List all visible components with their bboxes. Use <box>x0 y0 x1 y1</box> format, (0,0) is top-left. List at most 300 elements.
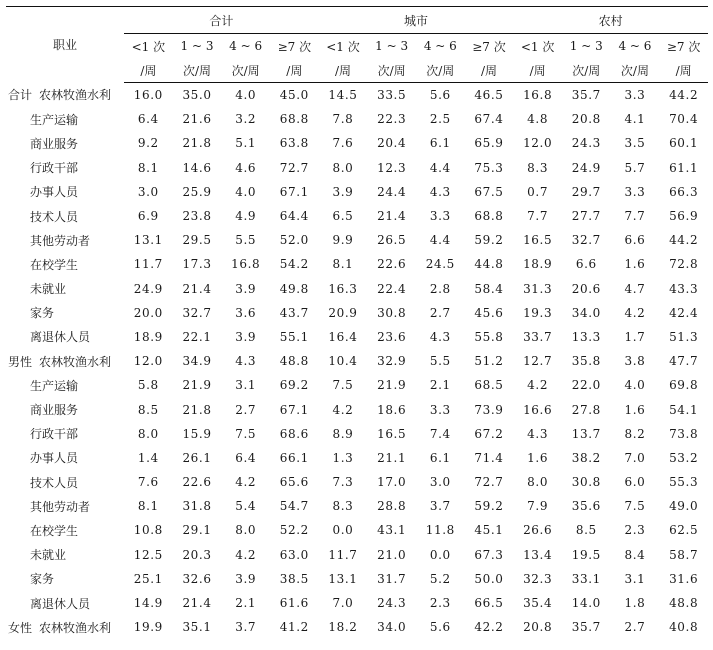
value-cell: 32.7 <box>571 233 601 248</box>
value-cell: 7.7 <box>624 209 646 224</box>
value-cell: 21.4 <box>377 209 407 224</box>
row-occupation: 离退休人员 <box>30 330 91 345</box>
value-cell: 22.6 <box>377 257 407 272</box>
value-cell: 67.4 <box>474 112 504 127</box>
value-cell: 2.7 <box>429 305 451 320</box>
row-occupation: 家务 <box>30 306 55 321</box>
table-row <box>6 615 708 639</box>
table-row <box>6 107 708 131</box>
value-cell: 20.3 <box>182 547 212 562</box>
value-cell: 5.4 <box>235 499 257 514</box>
value-cell: 17.0 <box>377 475 407 490</box>
table-row <box>6 373 708 397</box>
value-cell: 53.2 <box>669 450 699 465</box>
band-header-line2: 次/周 <box>221 58 270 83</box>
row-occupation: 在校学生 <box>30 257 79 272</box>
row-occupation: 行政干部 <box>30 427 79 442</box>
value-cell: 13.3 <box>571 329 601 344</box>
value-cell: 4.0 <box>235 88 257 103</box>
row-occupation: 农林牧渔水利 <box>39 620 112 635</box>
value-cell: 35.4 <box>523 596 553 611</box>
value-cell: 16.5 <box>377 426 407 441</box>
value-cell: 1.4 <box>137 450 159 465</box>
value-cell: 1.8 <box>624 596 646 611</box>
value-cell: 49.0 <box>669 499 699 514</box>
value-cell: 24.4 <box>377 184 407 199</box>
value-cell: 59.2 <box>474 233 504 248</box>
band-header-line2: /周 <box>124 58 173 83</box>
value-cell: 6.5 <box>332 209 354 224</box>
value-cell: 35.7 <box>571 88 601 103</box>
value-cell: 1.3 <box>332 450 354 465</box>
row-group-label: 女性 <box>8 620 33 635</box>
value-cell: 35.8 <box>571 354 601 369</box>
value-cell: 19.9 <box>133 620 163 635</box>
value-cell: 21.1 <box>377 450 407 465</box>
value-cell: 24.3 <box>571 136 601 151</box>
value-cell: 3.1 <box>235 378 257 393</box>
value-cell: 22.0 <box>571 378 601 393</box>
value-cell: 63.8 <box>279 136 309 151</box>
band-header-line1: 1 ~ 3 <box>180 39 214 53</box>
band-header-line2: /周 <box>513 58 562 83</box>
value-cell: 7.4 <box>429 426 451 441</box>
occupation-header: 职业 <box>53 38 78 53</box>
value-cell: 47.7 <box>669 354 699 369</box>
value-cell: 5.8 <box>137 378 159 393</box>
value-cell: 40.8 <box>669 620 699 635</box>
value-cell: 63.0 <box>279 547 309 562</box>
table-row <box>6 204 708 228</box>
value-cell: 4.8 <box>527 112 549 127</box>
value-cell: 7.3 <box>332 475 354 490</box>
value-cell: 22.1 <box>182 329 212 344</box>
table-row <box>6 325 708 349</box>
group-header-urban: 城市 <box>319 7 514 34</box>
value-cell: 4.2 <box>624 305 646 320</box>
value-cell: 7.7 <box>527 209 549 224</box>
value-cell: 34.9 <box>182 354 212 369</box>
value-cell: 7.5 <box>235 426 257 441</box>
band-header-line2: /周 <box>319 58 368 83</box>
table-row <box>6 180 708 204</box>
value-cell: 28.8 <box>377 499 407 514</box>
value-cell: 64.4 <box>279 209 309 224</box>
value-cell: 21.9 <box>377 378 407 393</box>
value-cell: 4.6 <box>235 160 257 175</box>
value-cell: 1.7 <box>624 329 646 344</box>
band-header-line2: 次/周 <box>416 58 465 83</box>
value-cell: 66.5 <box>474 596 504 611</box>
value-cell: 31.7 <box>377 571 407 586</box>
value-cell: 48.8 <box>669 596 699 611</box>
value-cell: 18.6 <box>377 402 407 417</box>
value-cell: 52.2 <box>279 523 309 538</box>
value-cell: 16.5 <box>523 233 553 248</box>
table-header <box>6 7 708 83</box>
value-cell: 13.1 <box>133 233 163 248</box>
value-cell: 6.9 <box>137 209 159 224</box>
value-cell: 26.1 <box>182 450 212 465</box>
row-occupation: 农林牧渔水利 <box>39 88 112 103</box>
value-cell: 10.4 <box>328 354 358 369</box>
value-cell: 4.3 <box>429 329 451 344</box>
table-row <box>6 470 708 494</box>
value-cell: 51.3 <box>669 329 699 344</box>
value-cell: 20.8 <box>571 112 601 127</box>
value-cell: 44.2 <box>669 233 699 248</box>
value-cell: 12.7 <box>523 354 553 369</box>
value-cell: 29.1 <box>182 523 212 538</box>
value-cell: 13.1 <box>328 571 358 586</box>
value-cell: 27.7 <box>571 209 601 224</box>
value-cell: 6.4 <box>137 112 159 127</box>
value-cell: 24.5 <box>425 257 455 272</box>
value-cell: 0.7 <box>527 184 549 199</box>
value-cell: 71.4 <box>474 450 504 465</box>
value-cell: 13.7 <box>571 426 601 441</box>
row-occupation: 生产运输 <box>30 112 79 127</box>
value-cell: 24.9 <box>133 281 163 296</box>
table-row <box>6 349 708 373</box>
value-cell: 12.5 <box>133 547 163 562</box>
value-cell: 35.0 <box>182 88 212 103</box>
table-row <box>6 83 708 108</box>
value-cell: 67.3 <box>474 547 504 562</box>
value-cell: 31.8 <box>182 499 212 514</box>
table-row <box>6 518 708 542</box>
band-header-line2: /周 <box>465 58 514 83</box>
value-cell: 14.9 <box>133 596 163 611</box>
table-row <box>6 277 708 301</box>
row-occupation: 技术人员 <box>30 475 79 490</box>
row-occupation: 办事人员 <box>30 185 79 200</box>
value-cell: 55.3 <box>669 475 699 490</box>
table-row <box>6 422 708 446</box>
table-row <box>6 591 708 615</box>
value-cell: 3.8 <box>624 354 646 369</box>
value-cell: 4.3 <box>527 426 549 441</box>
value-cell: 14.5 <box>328 88 358 103</box>
band-header-line2: 次/周 <box>611 58 660 83</box>
value-cell: 5.7 <box>624 160 646 175</box>
value-cell: 3.3 <box>429 209 451 224</box>
value-cell: 24.9 <box>571 160 601 175</box>
row-occupation: 农林牧渔水利 <box>39 354 112 369</box>
band-header-line1: ≥7 次 <box>277 39 312 54</box>
value-cell: 18.9 <box>133 329 163 344</box>
value-cell: 21.4 <box>182 596 212 611</box>
value-cell: 22.3 <box>377 112 407 127</box>
table-row <box>6 301 708 325</box>
row-occupation: 离退休人员 <box>30 596 91 611</box>
value-cell: 34.0 <box>377 620 407 635</box>
value-cell: 8.3 <box>332 499 354 514</box>
value-cell: 50.0 <box>474 571 504 586</box>
value-cell: 5.2 <box>429 571 451 586</box>
value-cell: 11.8 <box>425 523 455 538</box>
value-cell: 67.5 <box>474 184 504 199</box>
value-cell: 23.6 <box>377 329 407 344</box>
value-cell: 4.0 <box>235 184 257 199</box>
value-cell: 59.2 <box>474 499 504 514</box>
value-cell: 7.0 <box>332 596 354 611</box>
value-cell: 72.8 <box>669 257 699 272</box>
value-cell: 3.7 <box>235 620 257 635</box>
value-cell: 4.3 <box>429 184 451 199</box>
value-cell: 8.0 <box>332 160 354 175</box>
value-cell: 2.3 <box>429 596 451 611</box>
value-cell: 68.6 <box>279 426 309 441</box>
value-cell: 4.2 <box>235 475 257 490</box>
value-cell: 1.6 <box>624 257 646 272</box>
value-cell: 19.5 <box>571 547 601 562</box>
value-cell: 7.5 <box>624 499 646 514</box>
row-occupation: 办事人员 <box>30 451 79 466</box>
value-cell: 43.1 <box>377 523 407 538</box>
value-cell: 35.6 <box>571 499 601 514</box>
value-cell: 3.9 <box>235 281 257 296</box>
value-cell: 3.7 <box>429 499 451 514</box>
row-group-label: 合计 <box>8 88 33 103</box>
value-cell: 8.0 <box>137 426 159 441</box>
value-cell: 45.0 <box>279 88 309 103</box>
value-cell: 16.8 <box>523 88 553 103</box>
value-cell: 8.0 <box>527 475 549 490</box>
value-cell: 6.4 <box>235 450 257 465</box>
value-cell: 65.6 <box>279 475 309 490</box>
value-cell: 55.1 <box>279 329 309 344</box>
value-cell: 4.2 <box>235 547 257 562</box>
table-row <box>6 397 708 421</box>
value-cell: 4.1 <box>624 112 646 127</box>
table-row <box>6 446 708 470</box>
row-occupation: 技术人员 <box>30 209 79 224</box>
band-header-line1: <1 次 <box>520 39 555 54</box>
value-cell: 7.6 <box>332 136 354 151</box>
value-cell: 2.8 <box>429 281 451 296</box>
value-cell: 6.6 <box>624 233 646 248</box>
value-cell: 33.1 <box>571 571 601 586</box>
value-cell: 72.7 <box>474 475 504 490</box>
value-cell: 43.7 <box>279 305 309 320</box>
value-cell: 32.6 <box>182 571 212 586</box>
value-cell: 51.2 <box>474 354 504 369</box>
value-cell: 48.8 <box>279 354 309 369</box>
band-header-line1: 4 ~ 6 <box>618 39 652 53</box>
value-cell: 21.8 <box>182 402 212 417</box>
value-cell: 32.9 <box>377 354 407 369</box>
value-cell: 66.3 <box>669 184 699 199</box>
value-cell: 61.1 <box>669 160 699 175</box>
value-cell: 3.1 <box>624 571 646 586</box>
value-cell: 2.7 <box>624 620 646 635</box>
value-cell: 23.8 <box>182 209 212 224</box>
value-cell: 8.5 <box>575 523 597 538</box>
value-cell: 32.3 <box>523 571 553 586</box>
band-header-line1: 1 ~ 3 <box>569 39 603 53</box>
value-cell: 21.9 <box>182 378 212 393</box>
value-cell: 25.9 <box>182 184 212 199</box>
value-cell: 33.7 <box>523 329 553 344</box>
value-cell: 17.3 <box>182 257 212 272</box>
value-cell: 2.7 <box>235 402 257 417</box>
value-cell: 2.1 <box>429 378 451 393</box>
value-cell: 2.1 <box>235 596 257 611</box>
value-cell: 14.6 <box>182 160 212 175</box>
value-cell: 3.3 <box>624 184 646 199</box>
value-cell: 31.3 <box>523 281 553 296</box>
value-cell: 12.3 <box>377 160 407 175</box>
value-cell: 1.6 <box>624 402 646 417</box>
value-cell: 14.0 <box>571 596 601 611</box>
value-cell: 30.8 <box>571 475 601 490</box>
table-row <box>6 228 708 252</box>
value-cell: 3.9 <box>332 184 354 199</box>
value-cell: 27.8 <box>571 402 601 417</box>
table-row <box>6 131 708 155</box>
value-cell: 20.8 <box>523 620 553 635</box>
row-group-label: 男性 <box>8 354 33 369</box>
frequency-table <box>6 6 708 639</box>
value-cell: 3.5 <box>624 136 646 151</box>
value-cell: 22.6 <box>182 475 212 490</box>
value-cell: 46.5 <box>474 88 504 103</box>
value-cell: 3.2 <box>235 112 257 127</box>
value-cell: 67.1 <box>279 184 309 199</box>
value-cell: 13.4 <box>523 547 553 562</box>
value-cell: 61.6 <box>279 596 309 611</box>
value-cell: 6.1 <box>429 136 451 151</box>
value-cell: 2.5 <box>429 112 451 127</box>
value-cell: 25.1 <box>133 571 163 586</box>
value-cell: 8.3 <box>527 160 549 175</box>
value-cell: 18.9 <box>523 257 553 272</box>
value-cell: 52.0 <box>279 233 309 248</box>
value-cell: 21.8 <box>182 136 212 151</box>
value-cell: 21.4 <box>182 281 212 296</box>
value-cell: 67.2 <box>474 426 504 441</box>
table-body <box>6 83 708 640</box>
value-cell: 1.6 <box>527 450 549 465</box>
value-cell: 66.1 <box>279 450 309 465</box>
value-cell: 68.8 <box>474 209 504 224</box>
band-header-line1: 1 ~ 3 <box>375 39 409 53</box>
value-cell: 8.4 <box>624 547 646 562</box>
value-cell: 12.0 <box>133 354 163 369</box>
value-cell: 6.0 <box>624 475 646 490</box>
value-cell: 41.2 <box>279 620 309 635</box>
value-cell: 4.3 <box>235 354 257 369</box>
band-header-line2: 次/周 <box>562 58 611 83</box>
value-cell: 45.1 <box>474 523 504 538</box>
value-cell: 5.1 <box>235 136 257 151</box>
value-cell: 58.7 <box>669 547 699 562</box>
band-header-line2: /周 <box>659 58 708 83</box>
value-cell: 7.9 <box>527 499 549 514</box>
value-cell: 3.9 <box>235 329 257 344</box>
table-row <box>6 252 708 276</box>
value-cell: 34.0 <box>571 305 601 320</box>
value-cell: 26.6 <box>523 523 553 538</box>
value-cell: 20.4 <box>377 136 407 151</box>
value-cell: 3.0 <box>137 184 159 199</box>
value-cell: 49.8 <box>279 281 309 296</box>
value-cell: 15.9 <box>182 426 212 441</box>
value-cell: 5.5 <box>235 233 257 248</box>
value-cell: 54.2 <box>279 257 309 272</box>
value-cell: 73.9 <box>474 402 504 417</box>
value-cell: 58.4 <box>474 281 504 296</box>
row-occupation: 生产运输 <box>30 378 79 393</box>
value-cell: 73.8 <box>669 426 699 441</box>
value-cell: 20.6 <box>571 281 601 296</box>
value-cell: 31.6 <box>669 571 699 586</box>
value-cell: 8.0 <box>235 523 257 538</box>
value-cell: 3.3 <box>429 402 451 417</box>
value-cell: 35.1 <box>182 620 212 635</box>
value-cell: 44.2 <box>669 88 699 103</box>
value-cell: 72.7 <box>279 160 309 175</box>
value-cell: 4.9 <box>235 209 257 224</box>
value-cell: 42.4 <box>669 305 699 320</box>
value-cell: 54.7 <box>279 499 309 514</box>
value-cell: 16.8 <box>231 257 261 272</box>
row-occupation: 其他劳动者 <box>30 233 91 248</box>
value-cell: 62.5 <box>669 523 699 538</box>
value-cell: 69.8 <box>669 378 699 393</box>
value-cell: 35.7 <box>571 620 601 635</box>
table-row <box>6 156 708 180</box>
band-header-line1: 4 ~ 6 <box>423 39 457 53</box>
value-cell: 38.2 <box>571 450 601 465</box>
value-cell: 7.0 <box>624 450 646 465</box>
value-cell: 32.7 <box>182 305 212 320</box>
value-cell: 7.6 <box>137 475 159 490</box>
value-cell: 29.7 <box>571 184 601 199</box>
value-cell: 19.3 <box>523 305 553 320</box>
value-cell: 5.6 <box>429 88 451 103</box>
value-cell: 20.0 <box>133 305 163 320</box>
value-cell: 16.3 <box>328 281 358 296</box>
value-cell: 55.8 <box>474 329 504 344</box>
value-cell: 68.8 <box>279 112 309 127</box>
row-occupation: 家务 <box>30 572 55 587</box>
band-header-line2: /周 <box>270 58 319 83</box>
value-cell: 11.7 <box>133 257 163 272</box>
value-cell: 5.5 <box>429 354 451 369</box>
value-cell: 43.3 <box>669 281 699 296</box>
row-occupation: 商业服务 <box>30 403 79 418</box>
value-cell: 75.3 <box>474 160 504 175</box>
value-cell: 20.9 <box>328 305 358 320</box>
band-header-line1: ≥7 次 <box>666 39 701 54</box>
row-occupation: 商业服务 <box>30 136 79 151</box>
value-cell: 60.1 <box>669 136 699 151</box>
value-cell: 70.4 <box>669 112 699 127</box>
row-occupation: 行政干部 <box>30 161 79 176</box>
value-cell: 56.9 <box>669 209 699 224</box>
value-cell: 69.2 <box>279 378 309 393</box>
value-cell: 16.6 <box>523 402 553 417</box>
value-cell: 7.8 <box>332 112 354 127</box>
table-row <box>6 543 708 567</box>
row-occupation: 未就业 <box>30 282 67 297</box>
value-cell: 4.2 <box>332 402 354 417</box>
value-cell: 8.5 <box>137 402 159 417</box>
value-cell: 6.6 <box>575 257 597 272</box>
value-cell: 16.0 <box>133 88 163 103</box>
